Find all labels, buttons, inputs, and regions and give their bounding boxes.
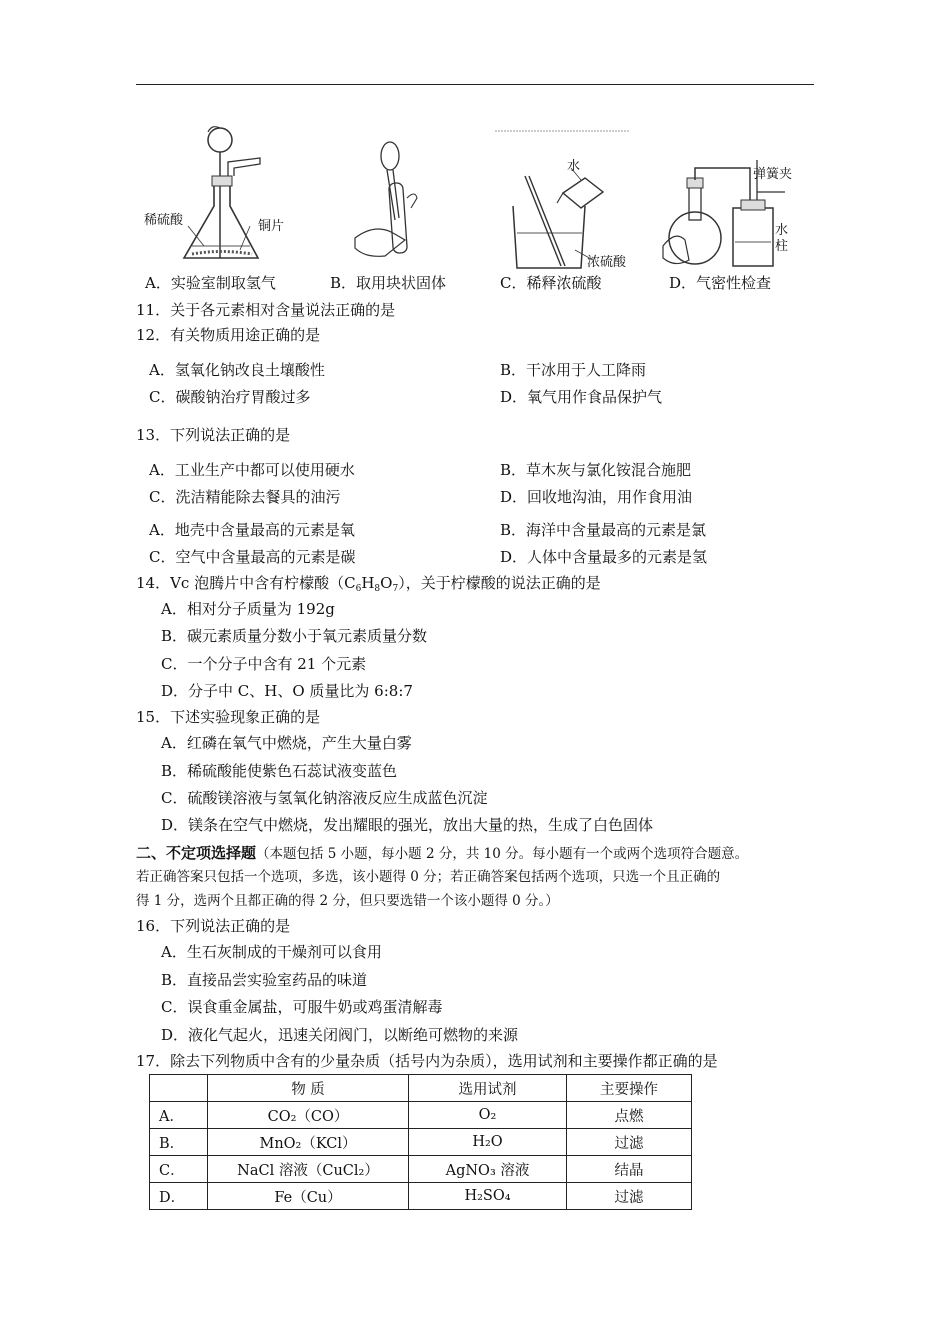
q16-option-c: C．误食重金属盐，可服牛奶或鸡蛋清解毒 (161, 998, 443, 1016)
q14-option-c: C．一个分子中含有 21 个元素 (161, 655, 367, 673)
q11-option-a: A．地壳中含量最高的元素是氧 (149, 521, 355, 539)
q11-option-c: C．空气中含量最高的元素是碳 (149, 548, 356, 566)
figure-c-label-water: 水 (567, 159, 581, 174)
q13-option-a: A．工业生产中都可以使用硬水 (149, 461, 355, 479)
table-row (150, 1183, 692, 1210)
table-header-reagent: 选用试剂 (409, 1075, 567, 1102)
q13-option-b: B．草木灰与氯化铵混合施肥 (500, 461, 692, 479)
row-substance: CO₂（CO） (208, 1102, 409, 1129)
section-2-instructions-3: 得 1 分，选两个且都正确的得 2 分，但只要选错一个该小题得 0 分。） (136, 893, 559, 909)
row-operation: 过滤 (567, 1129, 692, 1156)
row-reagent: H₂SO₄ (409, 1183, 567, 1210)
q14-option-d: D．分子中 C、H、O 质量比为 6:8:7 (161, 682, 413, 700)
table-header-label (150, 1075, 208, 1102)
figure-a-caption: A．实验室制取氢气 (145, 274, 276, 292)
q13-option-c: C．洗洁精能除去餐具的油污 (149, 488, 341, 506)
q12-option-c: C．碳酸钠治疗胃酸过多 (149, 388, 311, 406)
row-label: C． (150, 1156, 208, 1183)
figure-c-label-acid: 浓硫酸 (587, 255, 627, 270)
row-label: B． (150, 1129, 208, 1156)
row-substance: MnO₂（KCl） (208, 1129, 409, 1156)
q11-option-d: D．人体中含量最多的元素是氢 (500, 548, 708, 566)
q15-option-b: B．稀硫酸能使紫色石蕊试液变蓝色 (161, 762, 398, 780)
question-14: 14．Vc 泡腾片中含有柠檬酸$(C_6H_8O_7)$，关于柠檬酸的说法正确的是 (136, 574, 601, 594)
table-header-operation: 主要操作 (567, 1075, 692, 1102)
question-13: 13．下列说法正确的是 (136, 426, 291, 444)
q16-option-a: A．生石灰制成的干燥剂可以食用 (161, 943, 382, 961)
section-2-instructions-2: 若正确答案只包括一个选项，多选，该小题得 0 分；若正确答案包括两个选项，只选一个且正确的 (136, 869, 721, 885)
q15-option-c: C．硫酸镁溶液与氢氧化钠溶液反应生成蓝色沉淀 (161, 789, 488, 807)
question-15: 15．下述实验现象正确的是 (136, 708, 321, 726)
figure-b-solid-handling (345, 128, 465, 268)
row-operation: 点燃 (567, 1102, 692, 1129)
question-12: 12．有关物质用途正确的是 (136, 326, 321, 344)
figure-d-label-column: 柱 (775, 239, 789, 254)
q17-table (149, 1074, 692, 1210)
q11-option-b: B．海洋中含量最高的元素是氯 (500, 521, 707, 539)
row-operation: 过滤 (567, 1183, 692, 1210)
q15-option-d: D．镁条在空气中燃烧，发出耀眼的强光，放出大量的热，生成了白色固体 (161, 816, 654, 834)
q12-option-b: B．干冰用于人工降雨 (500, 361, 647, 379)
row-label: A． (150, 1102, 208, 1129)
q14-option-a: A．相对分子质量为 192g (161, 600, 335, 618)
figure-c-caption: C．稀释浓硫酸 (500, 274, 602, 292)
q15-option-a: A．红磷在氧气中燃烧，产生大量白雾 (161, 734, 412, 752)
q12-option-d: D．氧气用作食品保护气 (500, 388, 663, 406)
question-17: 17．除去下列物质中含有的少量杂质（括号内为杂质），选用试剂和主要操作都正确的是 (136, 1052, 718, 1070)
header-rule (136, 84, 814, 85)
table-row (150, 1129, 692, 1156)
table-row (150, 1102, 692, 1129)
figure-a-label-copper: 铜片 (258, 219, 285, 234)
table-header-row (150, 1075, 692, 1102)
figure-b-caption: B．取用块状固体 (330, 274, 447, 292)
section-2-heading: 二、不定项选择题（本题包括 5 小题，每小题 2 分，共 10 分。每小题有一个或两个选项符合题意。 (136, 844, 749, 862)
figure-d-label-water: 水 (775, 223, 789, 238)
row-reagent: O₂ (409, 1102, 567, 1129)
figure-d-label-clamp: 弹簧夹 (753, 167, 793, 182)
q13-option-d: D．回收地沟油，用作食用油 (500, 488, 693, 506)
row-reagent: AgNO₃ 溶液 (409, 1156, 567, 1183)
table-row (150, 1156, 692, 1183)
q14-option-b: B．碳元素质量分数小于氧元素质量分数 (161, 627, 428, 645)
row-substance: NaCl 溶液（CuCl₂） (208, 1156, 409, 1183)
row-reagent: H₂O (409, 1129, 567, 1156)
q12-option-a: A．氢氧化钠改良土壤酸性 (149, 361, 325, 379)
q16-option-d: D．液化气起火，迅速关闭阀门，以断绝可燃物的来源 (161, 1026, 519, 1044)
figure-a-label-acid: 稀硫酸 (144, 213, 184, 228)
row-substance: Fe（Cu） (208, 1183, 409, 1210)
row-label: D． (150, 1183, 208, 1210)
table-header-substance: 物 质 (208, 1075, 409, 1102)
q16-option-b: B．直接品尝实验室药品的味道 (161, 971, 368, 989)
row-operation: 结晶 (567, 1156, 692, 1183)
question-16: 16．下列说法正确的是 (136, 917, 291, 935)
question-11: 11．关于各元素相对含量说法正确的是 (136, 301, 396, 319)
figure-a-hydrogen-apparatus (140, 118, 300, 268)
figure-d-caption: D．气密性检查 (669, 274, 772, 292)
figure-c-dilution (495, 128, 635, 273)
figure-d-airtight-check (655, 150, 805, 272)
